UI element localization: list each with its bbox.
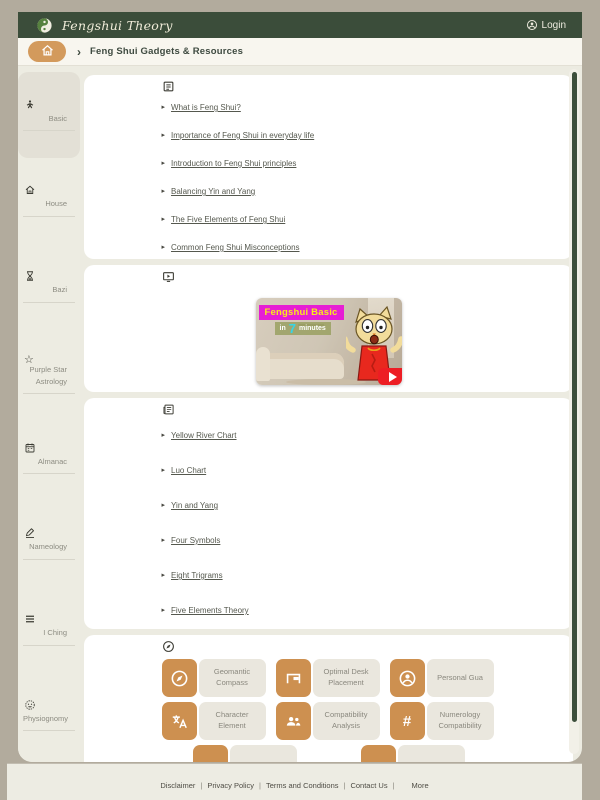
- triangle-bullet-icon: ▸: [161, 188, 166, 195]
- fengshui-logo-icon: [36, 17, 53, 34]
- list-item: [162, 182, 496, 210]
- numerology-compatibility-button[interactable]: [390, 702, 494, 740]
- meditation-icon: [24, 99, 75, 111]
- login-label: Login: [541, 19, 566, 31]
- hourglass-icon: [24, 270, 75, 282]
- footer-separator: |: [343, 781, 346, 790]
- chart-link[interactable]: Luo Chart: [171, 466, 207, 475]
- sidebar-item-purple-star-astrology[interactable]: [18, 329, 80, 415]
- sidebar-item-house[interactable]: [18, 158, 80, 244]
- article-link[interactable]: Common Feng Shui Misconceptions: [171, 243, 300, 252]
- article-link[interactable]: Introduction to Feng Shui principles: [171, 159, 297, 168]
- sidebar-item-bazi[interactable]: [18, 244, 80, 330]
- sidebar-item-label: Basic: [48, 113, 67, 123]
- triangle-bullet-icon: ▸: [161, 216, 166, 223]
- gadget-button-partial[interactable]: [193, 745, 297, 762]
- gadget-button-label: Geomantic Compass: [199, 659, 266, 697]
- list-item: [162, 456, 496, 491]
- footer-link-privacy-policy[interactable]: Privacy Policy: [207, 781, 255, 790]
- optimal-desk-placement-button[interactable]: [276, 659, 380, 697]
- triangle-bullet-icon: ▸: [161, 132, 166, 139]
- gadget-button-partial[interactable]: [361, 745, 465, 762]
- chart-link[interactable]: Five Elements Theory: [171, 606, 249, 615]
- article-icon: [162, 80, 496, 94]
- chart-link[interactable]: Yellow River Chart: [171, 431, 237, 440]
- article-link[interactable]: Balancing Yin and Yang: [171, 187, 256, 196]
- article-link[interactable]: Importance of Feng Shui in everyday life: [171, 131, 315, 140]
- pencil-icon: [24, 527, 75, 539]
- breadcrumb: [18, 38, 582, 66]
- video-title-banner: Fengshui Basic: [259, 305, 344, 320]
- footer-separator: |: [259, 781, 261, 790]
- sidebar-item-label: House: [45, 199, 67, 209]
- gadgets-card: [84, 635, 573, 762]
- list-item: [162, 210, 496, 238]
- articles-card: [84, 75, 573, 259]
- sidebar-item-label: Physiognomy: [23, 713, 69, 723]
- gadget-button-label: Numerology Compatibility: [427, 702, 494, 740]
- triangle-bullet-icon: ▸: [161, 572, 166, 579]
- list-item: [162, 421, 496, 456]
- sidebar-item-label: Purple Star Astrology: [29, 365, 67, 386]
- compatibility-analysis-button[interactable]: [276, 702, 380, 740]
- footer-link-terms-and-conditions[interactable]: Terms and Conditions: [265, 781, 339, 790]
- geomantic-compass-button[interactable]: [162, 659, 266, 697]
- character-element-button[interactable]: [162, 702, 266, 740]
- sidebar-item-label: I Ching: [43, 628, 67, 638]
- gadget-button-label: [398, 745, 465, 762]
- list-item: [162, 98, 496, 126]
- gadget-button-label: [230, 745, 297, 762]
- gadget-button-label: Compatibility Analysis: [313, 702, 380, 740]
- gadget-icon: [193, 745, 228, 762]
- app-title: Fengshui Theory: [62, 17, 173, 33]
- triangle-bullet-icon: ▸: [161, 432, 166, 439]
- footer: [7, 763, 582, 800]
- triangle-bullet-icon: ▸: [161, 502, 166, 509]
- triangle-bullet-icon: ▸: [161, 244, 166, 251]
- triangle-bullet-icon: ▸: [161, 104, 166, 111]
- video-subtitle-banner: in 7 minutes: [275, 322, 331, 335]
- person-circle-icon: [526, 19, 538, 31]
- chart-link[interactable]: Eight Trigrams: [171, 571, 223, 580]
- star-icon: ☆: [24, 354, 34, 366]
- chevron-right-icon: ›: [77, 44, 81, 59]
- sidebar: [18, 66, 80, 762]
- desk-icon: [276, 659, 311, 697]
- face-icon: [24, 699, 75, 711]
- sidebar-item-label: Nameology: [29, 542, 67, 552]
- house-icon: [24, 184, 75, 196]
- sidebar-item-physiognomy[interactable]: [18, 672, 80, 758]
- compass-icon: [162, 640, 496, 654]
- sidebar-item-label: Almanac: [37, 456, 67, 466]
- calendar-icon: [24, 442, 75, 454]
- translate-icon: [162, 702, 197, 740]
- app-header: [18, 12, 582, 38]
- chart-link[interactable]: Yin and Yang: [171, 501, 219, 510]
- home-button[interactable]: [28, 41, 66, 62]
- list-item: [162, 561, 496, 596]
- list-item: [162, 154, 496, 182]
- charts-card: [84, 398, 573, 629]
- video-card: [84, 265, 573, 392]
- article-link[interactable]: The Five Elements of Feng Shui: [171, 215, 286, 224]
- footer-separator: |: [200, 781, 203, 790]
- footer-link-disclaimer[interactable]: Disclaimer: [160, 781, 196, 790]
- triangle-bullet-icon: ▸: [161, 467, 166, 474]
- page-title: Feng Shui Gadgets & Resources: [90, 46, 244, 57]
- sidebar-item-i-ching[interactable]: [18, 587, 80, 673]
- triangle-bullet-icon: ▸: [161, 160, 166, 167]
- list-item: [162, 596, 496, 631]
- trigram-icon: [24, 613, 75, 625]
- list-item: [162, 238, 496, 266]
- video-thumbnail[interactable]: [256, 298, 402, 385]
- triangle-bullet-icon: ▸: [161, 537, 166, 544]
- people-icon: [276, 702, 311, 740]
- footer-link-contact-us[interactable]: Contact Us: [350, 781, 388, 790]
- newspaper-icon: [162, 403, 496, 417]
- sidebar-item-nameology[interactable]: [18, 501, 80, 587]
- gadget-icon: [361, 745, 396, 762]
- gadget-button-label: Character Element: [199, 702, 266, 740]
- sidebar-item-almanac[interactable]: [18, 415, 80, 501]
- triangle-bullet-icon: ▸: [161, 607, 166, 614]
- compass-icon: [162, 659, 197, 697]
- sidebar-item-label: Bazi: [52, 285, 67, 295]
- article-link[interactable]: What is Feng Shui?: [171, 103, 241, 112]
- home-icon: [40, 43, 55, 61]
- chart-link-list: [162, 421, 496, 631]
- video-icon: [162, 270, 496, 284]
- article-link-list: [162, 98, 496, 266]
- gadget-button-label: Personal Gua: [427, 659, 494, 697]
- person-circle-icon: [390, 659, 425, 697]
- gadget-grid: [162, 659, 496, 740]
- footer-link-more[interactable]: More: [411, 781, 429, 790]
- sidebar-item-basic[interactable]: [18, 72, 80, 158]
- footer-separator: |: [392, 781, 395, 790]
- gadget-button-label: Optimal Desk Placement: [313, 659, 380, 697]
- list-item: [162, 126, 496, 154]
- hash-icon: #: [390, 702, 425, 740]
- video-thumbnail-background: [256, 298, 402, 385]
- scrollbar-thumb[interactable]: [572, 72, 577, 722]
- content-scroll-region: [84, 66, 582, 762]
- personal-gua-button[interactable]: [390, 659, 494, 697]
- chart-link[interactable]: Four Symbols: [171, 536, 221, 545]
- login-button[interactable]: [522, 17, 570, 33]
- youtube-play-button-icon: [378, 368, 402, 385]
- gadget-grid-row-3: [162, 745, 496, 762]
- list-item: [162, 526, 496, 561]
- main-area: [18, 66, 582, 762]
- list-item: [162, 491, 496, 526]
